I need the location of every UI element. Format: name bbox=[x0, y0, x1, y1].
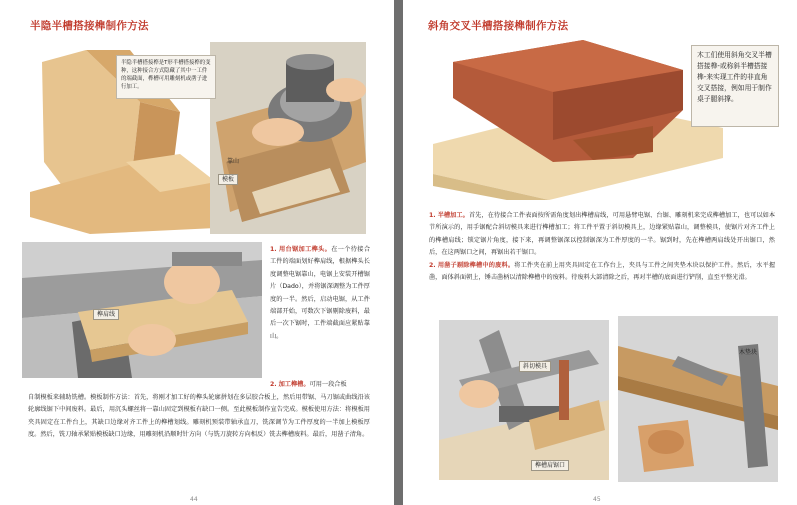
step-number: 1. bbox=[429, 212, 436, 219]
figure-callout: 木工们使用斜角交叉半槽搭接榫-或称斜半槽搭接榫-来实现工件的非直角交叉搭接，例如用于制作桌子腿斜撑。 bbox=[691, 45, 779, 127]
page-title: 斜角交叉半槽搭接榫制作方法 bbox=[428, 20, 569, 32]
page-number: 45 bbox=[593, 496, 601, 503]
figure-chisel bbox=[618, 316, 778, 482]
step-heading: 半槽加工。 bbox=[437, 212, 469, 219]
steps-text bbox=[429, 210, 775, 284]
step2-head-text bbox=[270, 379, 370, 391]
step-number: 2. bbox=[270, 381, 277, 388]
step-heading: 用凿子剔除榫槽中的废料。 bbox=[437, 261, 515, 269]
step-body: 首先，在待接合工件表面按所需角度划出榫槽肩线，可用悬臂电锯、台锯、雕刻机来完成榫槽加工，也可以如本节所演示的，用手锯配合斜切模具来进行榫槽加工；将工件平置于斜切模具上，边缘紧贴靠山，调整模具，使锯片对齐工件上的榫槽肩线；锁定锯片角度，接下来，再调整锯深以控制锯深为工件厚度的一半。锯到时，先在榫槽两肩线处开出锯口，然后，在这两锯口之间，再锯出若干锯口。 bbox=[429, 212, 776, 257]
figure-table-saw bbox=[22, 242, 262, 378]
shoulder-line-label: 榫肩线 bbox=[93, 309, 119, 320]
step-heading: 用台锯加工榫头。 bbox=[278, 246, 332, 253]
page-number: 44 bbox=[190, 496, 198, 503]
step-body-rest: 自制模板来辅助铣槽。模板制作方法：首先，将刚才加工好的榫头轮廓拼划在多层胶合板上，然后用带锯、马刀锯或曲线沿该轮廓线锯下中间废料。最后，用沉头螺丝将一靠山固定到模板有缺口一侧。至此模板制作宣告完成。模板使用方法：将模板用夹具固定在工件台上，其缺口边缘对齐工件上的榫槽划线。雕刻机预装带轴承直刀，铣深调节为工件厚度的一半加上模板厚度。然后，铣刀轴承紧贴模板缺口边缘，用雕刻机沿顺时针方向（与铣刀旋转方向相反）铣去榫槽废料。最后，用凿子清角。 bbox=[28, 394, 370, 439]
figure-callout: 半隐半槽搭接榫是T形半槽搭接榫的变种，这种接合方式隐藏了其中一工件的端截面，榫槽可用雕刻机或凿子进行加工。 bbox=[116, 55, 216, 99]
jig-label: 斜切模具 bbox=[519, 361, 551, 372]
kerf-label: 榫槽肩锯口 bbox=[531, 460, 569, 471]
left-page bbox=[0, 0, 394, 505]
step2-text bbox=[28, 392, 370, 442]
right-page bbox=[403, 0, 797, 505]
step-number: 2. bbox=[429, 261, 436, 269]
figure-miter-jig bbox=[439, 320, 609, 480]
template-label: 模板 bbox=[218, 174, 238, 185]
stop-label: 靠山 bbox=[227, 158, 240, 165]
step1-text bbox=[270, 244, 370, 343]
step-body: 在一个待接合工件的端面划好榫肩线，根据榫头长度调整电锯靠山，电锯上安装开槽锯片（Dado），并将锯深调整为工件厚度的一半。然后，启动电锯，从工件端部开始，可数次下锯剔除废料，最后一次下锯时，工件端截面应紧贴靠山。 bbox=[270, 246, 371, 340]
block-label: 木垫块 bbox=[739, 349, 758, 356]
step-body: 将工件夹在前上用夹具固定在工作台上，夹具与工件之间夹垫木块以保护工件。然后，水平握凿，面体斜面朝上，锤击凿柄以清除榫槽中的废料。待废料大部清除之后，再对半槽的底面进行铲削，直至平整光滑。 bbox=[429, 261, 776, 282]
step-number: 1. bbox=[270, 246, 277, 253]
page-title: 半隐半槽搭接榫制作方法 bbox=[30, 20, 149, 32]
step-heading: 加工榫槽。 bbox=[278, 381, 310, 388]
step-body-start: 可用一段合板 bbox=[309, 381, 347, 388]
